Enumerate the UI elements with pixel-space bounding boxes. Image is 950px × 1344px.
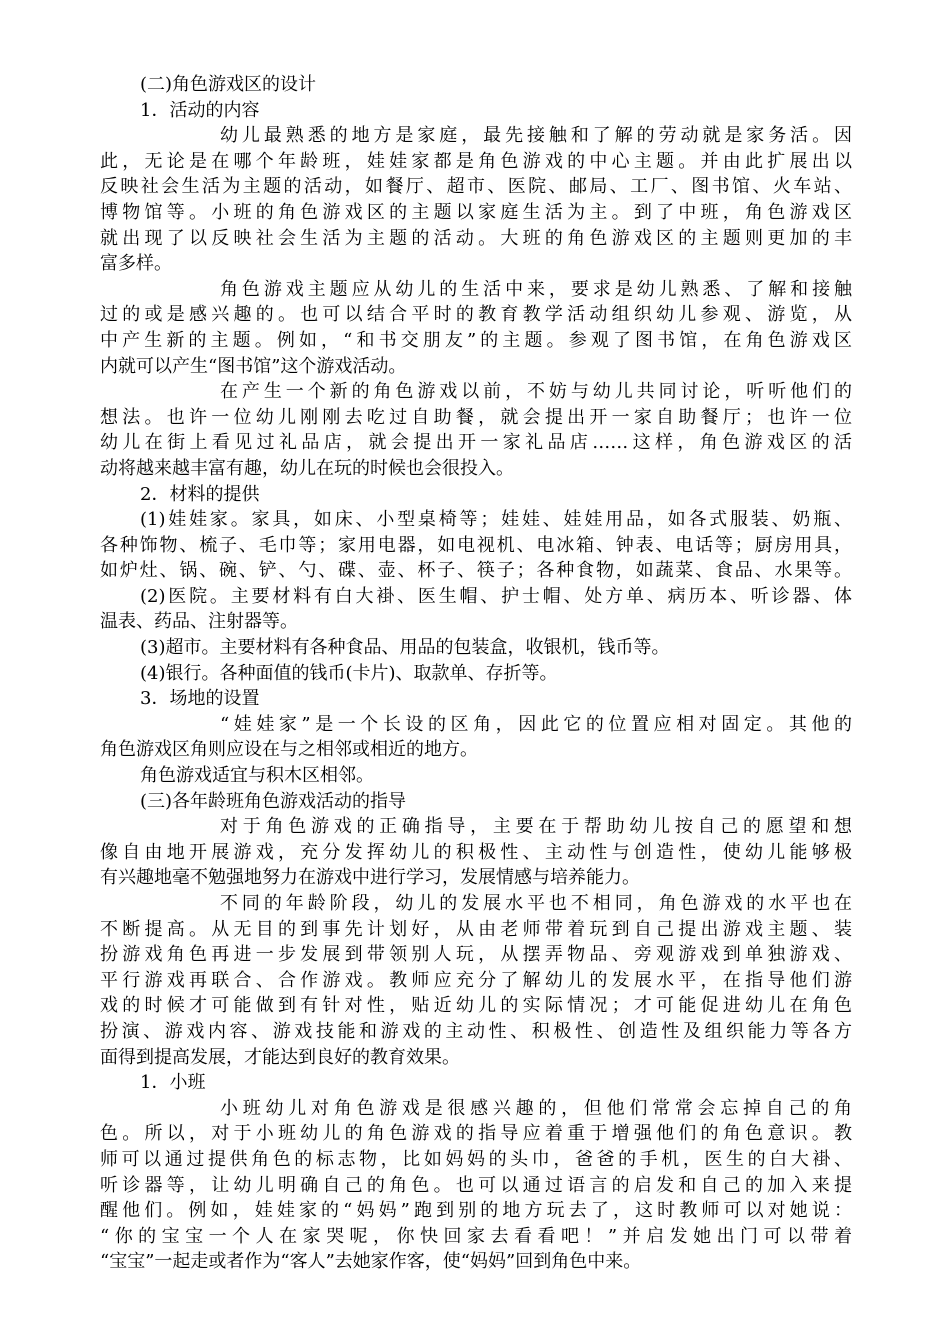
text-line: 反映社会生活为主题的活动，如餐厅、超市、医院、邮局、工厂、图书馆、火车站、 (100, 176, 852, 198)
text-line: (2)医院。主要材料有白大褂、医生帽、护士帽、处方单、病历本、听诊器、体 (140, 585, 852, 607)
section-heading: 1．活动的内容 (140, 99, 260, 121)
text-line: 听诊器等，让幼儿明确自己的角色。也可以通过语言的启发和自己的加入来提 (100, 1174, 852, 1196)
text-line: (1)娃娃家。家具，如床、小型桌椅等；娃娃、娃娃用品，如各式服装、奶瓶、 (140, 509, 852, 531)
text-line: 幼儿最熟悉的地方是家庭，最先接触和了解的劳动就是家务活。因 (220, 125, 852, 147)
text-line: “你的宝宝一个人在家哭呢，你快回家去看看吧！”并启发她出门可以带着 (100, 1225, 852, 1247)
text-line: 动将越来越丰富有趣，幼儿在玩的时候也会很投入。 (100, 457, 514, 479)
text-line: 想法。也许一位幼儿刚刚去吃过自助餐，就会提出开一家自助餐厅；也许一位 (100, 406, 852, 428)
document-body (100, 72, 852, 1275)
text-line: 面得到提高发展，才能达到良好的教育效果。 (100, 1046, 460, 1068)
text-line: 幼儿在街上看见过礼品店，就会提出开一家礼品店……这样，角色游戏区的活 (100, 432, 852, 454)
text-line: 醒他们。例如，娃娃家的“妈妈”跑到别的地方玩去了，这时教师可以对她说： (100, 1200, 852, 1222)
section-heading: 3．场地的设置 (140, 688, 260, 710)
section-heading: (二)角色游戏区的设计 (140, 74, 317, 95)
text-line: 温表、药品、注射器等。 (100, 611, 298, 633)
text-line: 小班幼儿对角色游戏是很感兴趣的，但他们常常会忘掉自己的角 (220, 1097, 852, 1119)
text-line: 不同的年龄阶段，幼儿的发展水平也不相同，角色游戏的水平也在 (220, 893, 852, 914)
text-line: 富多样。 (100, 253, 172, 275)
section-heading: 1．小班 (140, 1072, 206, 1094)
text-line: 平行游戏再联合、合作游戏。教师应充分了解幼儿的发展水平，在指导他们游 (100, 969, 852, 991)
text-line: 扮演、游戏内容、游戏技能和游戏的主动性、积极性、创造性及组织能力等各方 (100, 1020, 852, 1042)
text-line: 就出现了以反映社会生活为主题的活动。大班的角色游戏区的主题则更加的丰 (100, 227, 852, 249)
text-line: (4)银行。各种面值的钱币(卡片)、取款单、存折等。 (140, 662, 558, 684)
text-line: 内就可以产生“图书馆”这个游戏活动。 (100, 355, 407, 377)
text-line: 角色游戏适宜与积木区相邻。 (140, 765, 374, 787)
text-line: 师可以通过提供角色的标志物，比如妈妈的头巾，爸爸的手机，医生的白大褂、 (100, 1148, 852, 1170)
text-line: 此，无论是在哪个年龄班，娃娃家都是角色游戏的中心主题。并由此扩展出以 (100, 150, 852, 172)
text-line: 像自由地开展游戏，充分发挥幼儿的积极性、主动性与创造性，使幼儿能够极 (100, 841, 852, 863)
text-line: 有兴趣地毫不勉强地努力在游戏中进行学习，发展情感与培养能力。 (100, 867, 640, 889)
section-heading: (三)各年龄班角色游戏活动的指导 (140, 790, 407, 812)
text-line: 色。所以，对于小班幼儿的角色游戏的指导应着重于增强他们的角色意识。教 (100, 1123, 852, 1145)
section-heading: 2．材料的提供 (140, 483, 260, 505)
text-line: 扮游戏角色再进一步发展到带领别人玩，从摆弄物品、旁观游戏到单独游戏、 (100, 944, 852, 966)
text-line: 过的或是感兴趣的。也可以结合平时的教育教学活动组织幼儿参观、游览，从 (100, 304, 852, 326)
text-line: “娃娃家”是一个长设的区角，因此它的位置应相对固定。其他的 (220, 713, 852, 735)
text-line: 各种饰物、梳子、毛巾等；家用电器，如电视机、电冰箱、钟表、电话等；厨房用具， (100, 534, 852, 556)
text-line: “宝宝”一起走或者作为“客人”去她家作客，使“妈妈”回到角色中来。 (100, 1251, 642, 1273)
text-line: 角色游戏区角则应设在与之相邻或相近的地方。 (100, 739, 478, 761)
text-line: (3)超市。主要材料有各种食品、用品的包装盒，收银机，钱币等。 (140, 637, 670, 659)
text-line: 如炉灶、锅、碗、铲、勺、碟、壶、杯子、筷子；各种食物，如蔬菜、食品、水果等。 (100, 560, 852, 582)
text-line: 戏的时候才可能做到有针对性，贴近幼儿的实际情况；才可能促进幼儿在角色 (100, 995, 852, 1017)
text-line: 不断提高。从无目的到事先计划好，从由老师带着玩到自己提出游戏主题、装 (100, 918, 852, 940)
text-line: 对于角色游戏的正确指导，主要在于帮助幼儿按自己的愿望和想 (220, 816, 852, 838)
text-line: 角色游戏主题应从幼儿的生活中来，要求是幼儿熟悉、了解和接触 (220, 278, 852, 300)
text-line: 在产生一个新的角色游戏以前，不妨与幼儿共同讨论，听听他们的 (220, 381, 852, 403)
text-line: 中产生新的主题。例如，“和书交朋友”的主题。参观了图书馆，在角色游戏区 (100, 329, 852, 351)
text-line: 博物馆等。小班的角色游戏区的主题以家庭生活为主。到了中班，角色游戏区 (100, 201, 852, 223)
